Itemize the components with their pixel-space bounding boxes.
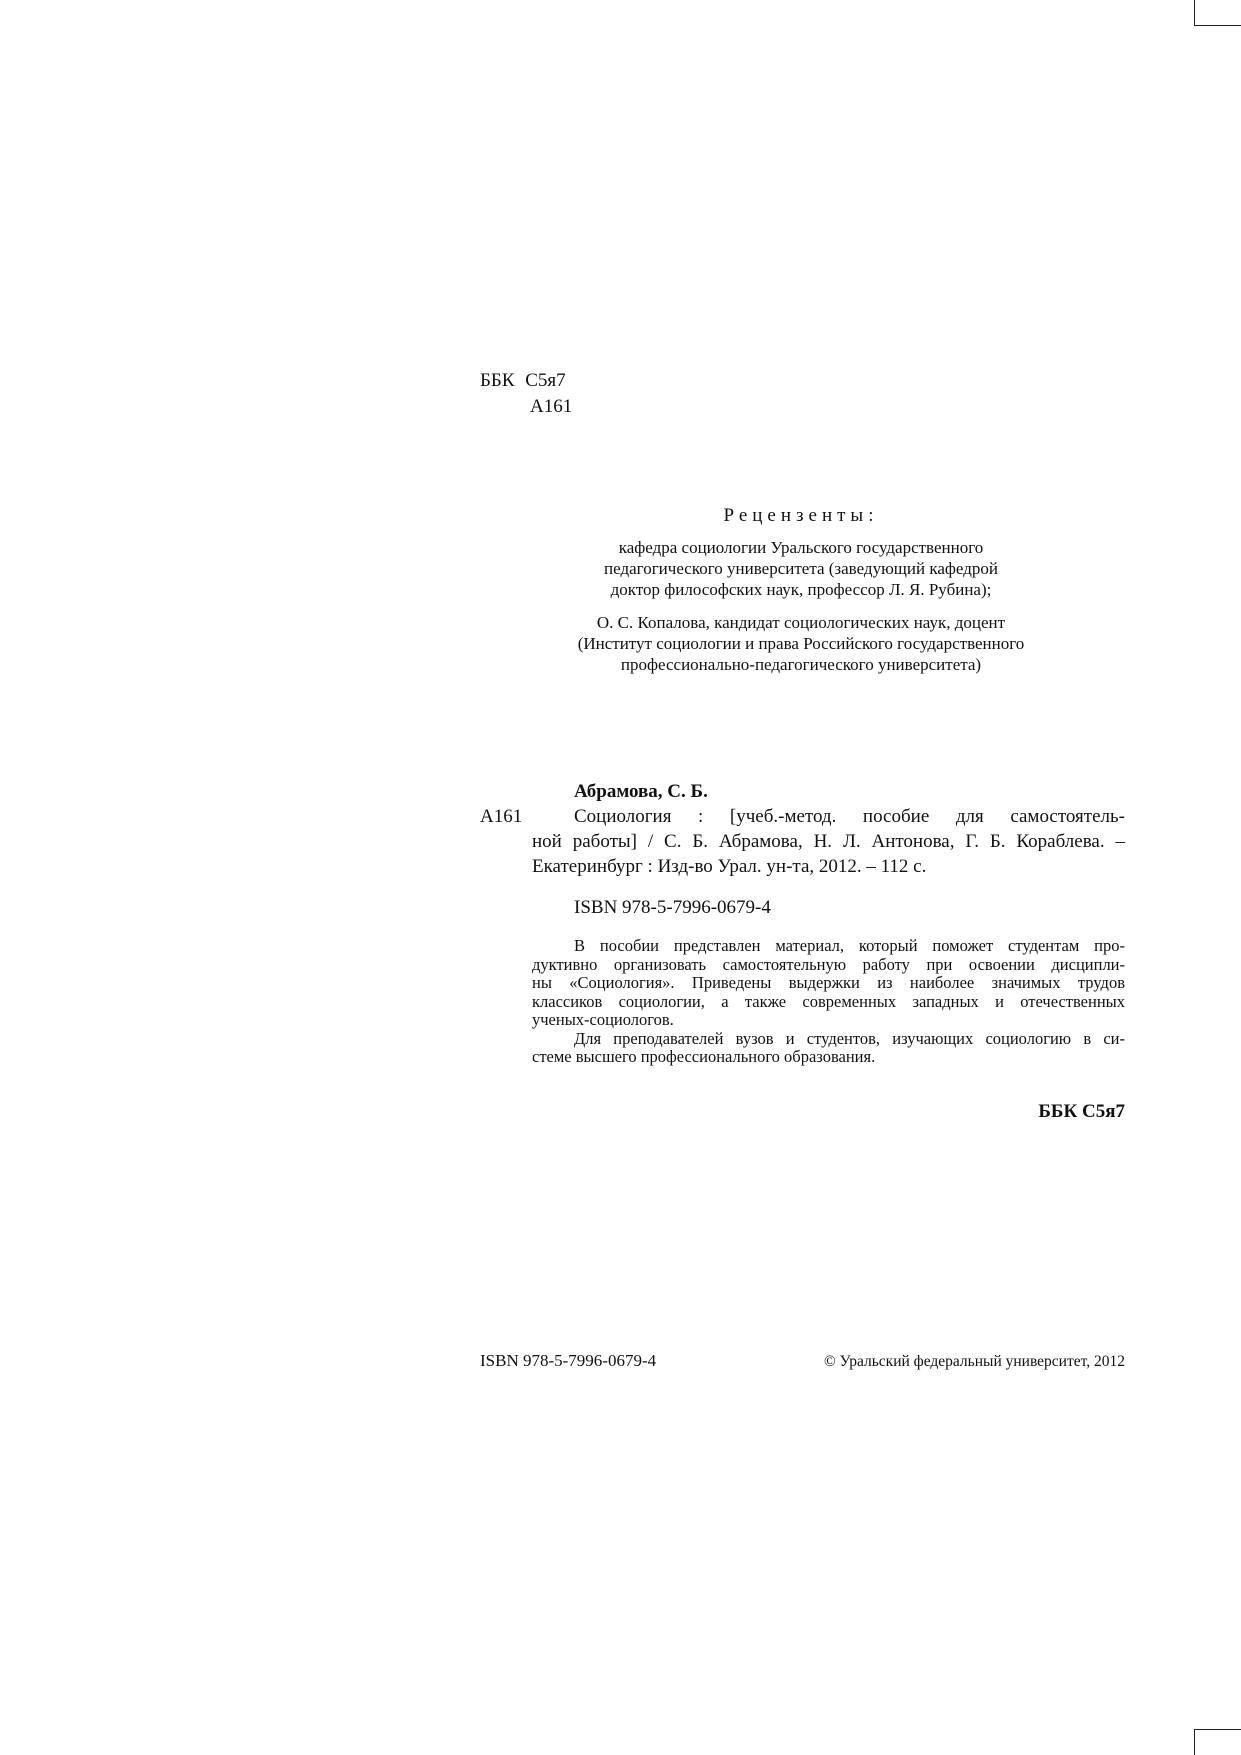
bbk-classification [480, 368, 572, 420]
crop-mark-bottom-vertical [1194, 1729, 1195, 1755]
cutter-number: А161 [530, 396, 573, 417]
record-line: Екатеринбург : Изд-во Урал. ун-та, 2012. – 112 с. [532, 856, 927, 877]
reviewer-line: профессионально-педагогического университета) [620, 655, 982, 674]
record-line: ной работы] / С. Б. Абрамова, Н. Л. Антонова, Г. Б. Кораблева. – [532, 831, 1125, 852]
record-line: Социология : [учеб.-метод. пособие для самостоятель- [574, 806, 1125, 827]
annotation-line: ученых-социологов. [532, 1010, 674, 1029]
footer-isbn: ISBN 978-5-7996-0679-4 [480, 1351, 657, 1370]
crop-mark-top-vertical [1194, 0, 1195, 25]
bbk-code: С5я7 [525, 370, 566, 391]
record-isbn: ISBN 978-5-7996-0679-4 [574, 897, 771, 918]
reviewer-line: (Институт социологии и права Российского государственного [577, 634, 1025, 653]
bbk-footer-code: ББК С5я7 [1038, 1101, 1125, 1122]
reviewer-line: педагогического университета (заведующий кафедрой [604, 559, 998, 578]
crop-mark-top-horizontal [1194, 25, 1241, 26]
reviewer-person [550, 612, 1052, 675]
crop-mark-bottom-horizontal [1194, 1729, 1241, 1730]
reviewer-line: кафедра социологии Уральского государственного [618, 538, 984, 557]
record-cutter: А161 [480, 806, 523, 827]
record-description [532, 804, 1125, 879]
annotation-line: ны «Социология». Приведены выдержки из наиболее значимых трудов [532, 973, 1125, 992]
annotation-line: В пособии представлен материал, который поможет студентам про- [574, 936, 1125, 955]
annotation-paragraph [532, 1030, 1125, 1067]
copyright-notice: © Уральский федеральный университет, 2012 [823, 1353, 1125, 1370]
annotation-line: дуктивно организовать самостоятельную работу при освоении дисципли- [532, 954, 1125, 974]
reviewer-department [550, 537, 1052, 600]
reviewers-block [550, 505, 1052, 675]
author-name: Абрамова, С. Б. [574, 781, 708, 802]
annotation-line: стеме высшего профессионального образования. [532, 1047, 876, 1066]
annotation [532, 937, 1125, 1067]
annotation-line: Для преподавателей вузов и студентов, изучающих социологию в си- [574, 1028, 1125, 1048]
annotation-paragraph [532, 937, 1125, 1030]
reviewers-heading: Рецензенты: [723, 505, 879, 526]
bbk-label: ББК [480, 370, 515, 391]
reviewer-line: доктор философских наук, профессор Л. Я. Рубина); [610, 580, 992, 599]
annotation-line: классиков социологии, а также современных западных и отечественных [532, 991, 1125, 1011]
bibliographic-record [480, 804, 1125, 879]
reviewer-line: О. С. Копалова, кандидат социологических наук, доцент [596, 613, 1006, 632]
